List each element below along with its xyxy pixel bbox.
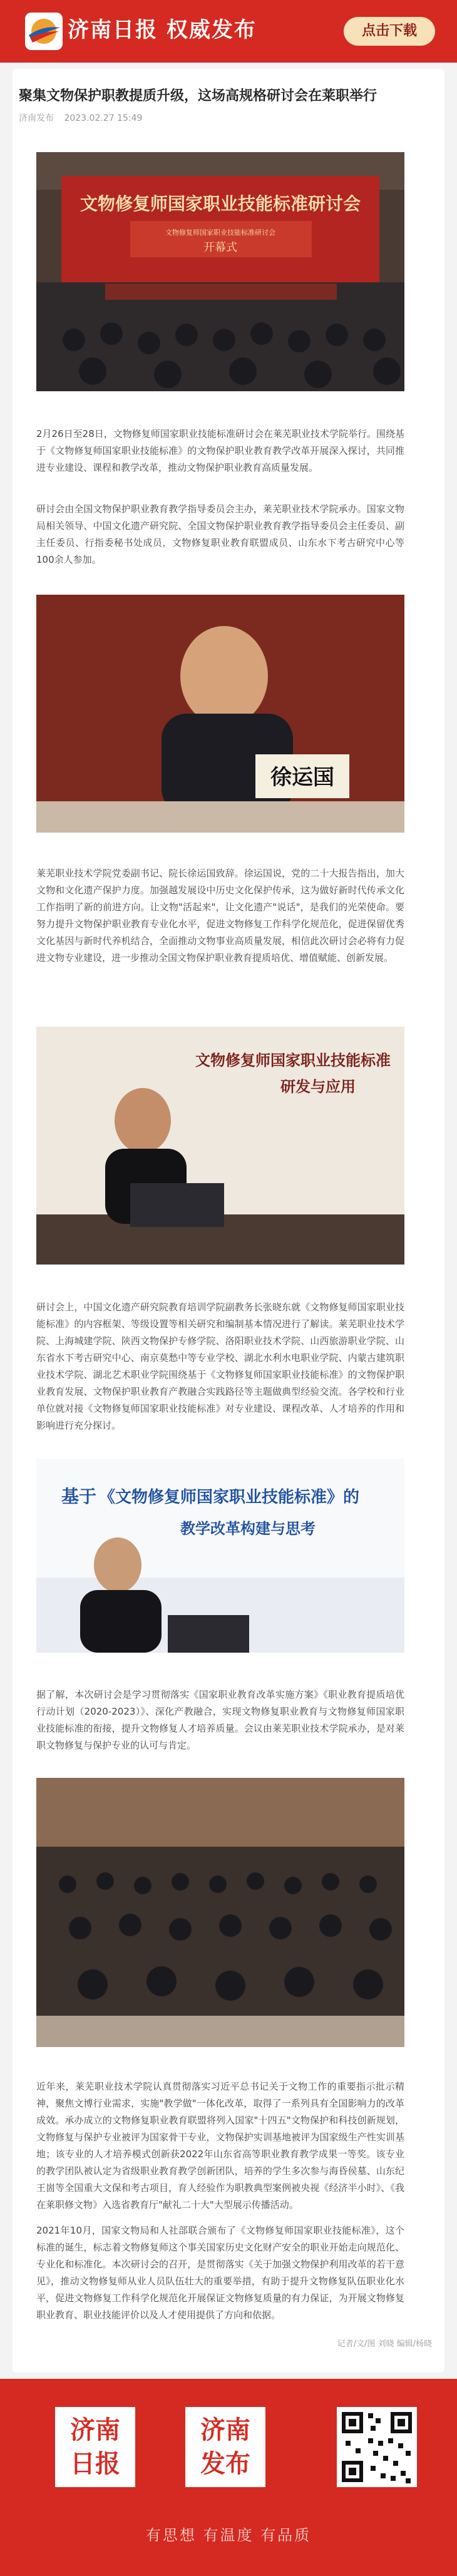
backdrop-line-2: 研发与应用 — [280, 1077, 356, 1096]
app-logo-icon — [25, 13, 63, 50]
qr-code-icon — [337, 2407, 417, 2487]
slide-title-part-1: 基于 — [61, 1486, 97, 1507]
paragraph-4: 研讨会上，中国文化遗产研究院教育培训学院副教务长张晓东就《文物修复师国家职业技能标准》的内容框架、等级设置等相关研究和编制基本情况进行了解读。莱芜职业技术学院、上海城建学院、陕西文物保护专修学院、洛阳职业技术学院、山西旅游职业学院、山东省水下考古研究中心、南京莫愁中等专业学校、湖北水利水电职业学院、内蒙古建筑职业技术学院、湖北艺术职业学院围绕基于《文物修复师国家职业技能标准》的文物保护职业教育发展、文物保护职业教育产教融合实践路径等主题做典型经验交流。各学校和行业单位就对接《文物修复师国家职业技能标准》对专业建设、课程改革、人才培养的作用和影响进行充分探讨。 — [36, 1301, 404, 1431]
paragraph-1: 2月26日至28日，文物修复师国家职业技能标准研讨会在莱芜职业技术学院举行。围绕基于《文物修复师国家职业技能标准》的文物保护职业教育教学改革开展深入探讨，共同推进专业建设、课程和教学改革，推动文物保护职业教育高质量发展。 — [36, 428, 404, 473]
photo-conference-hall — [36, 152, 404, 391]
footer-logo1-line2: 日报 — [70, 2449, 120, 2478]
footer-slogan: 有思想 有温度 有品质 — [145, 2527, 312, 2544]
footer-logo2-line1: 济南 — [200, 2415, 250, 2445]
footer-logo-jinan-daily — [55, 2407, 135, 2487]
banner-text: 文物修复师国家职业技能标准研讨会 — [80, 193, 361, 214]
paragraph-7: 2021年10月，国家文物局和人社部联合颁布了《文物修复师国家职业技能标准》，这个标准的诞生，标志着文物修复师这个事关国家历史文化财产安全的职业开始走向规范化、专业化和标准化。本次研讨会的召开，是贯彻落实《关于加强文物保护利用改革的若干意见》，推动文物修复师从业人员队伍壮大的重要举措，有助于提升文物修复队伍职业化水平，促进文物修复工作科学化规范化开展保证文物修复质量的有力保证，为开展文物修复职业教育、职业技能评价以及人才使用提供了方向和依据。 — [36, 2225, 404, 2321]
article-source: 济南发布 — [19, 113, 54, 123]
photo-speaker-nameplate — [36, 595, 404, 833]
slide-title-part-2: 《文物修复师国家职业技能标准》的 — [99, 1488, 360, 1507]
photo-speaker-laptop — [36, 1027, 404, 1265]
nameplate-text: 徐运国 — [270, 765, 334, 790]
footer-logo1-line1: 济南 — [70, 2415, 120, 2445]
banner-subtext: 文物修复师国家职业技能标准研讨会 — [165, 228, 275, 237]
top-banner — [0, 0, 457, 63]
opening-ceremony-label: 开幕式 — [203, 241, 237, 254]
slide-title-line-2: 教学改革构建与思考 — [180, 1520, 316, 1537]
article-title: 聚集文物保护职教提质升级，这场高规格研讨会在莱职举行 — [19, 88, 377, 104]
paragraph-6: 近年来，莱芜职业技术学院认真贯彻落实习近平总书记关于文物工作的重要指示批示精神，聚焦文博行业需求，实施"教学做"一体化改革，取得了一系列具有全国影响力的改革成效。承办成立的文物修复职业教育联盟将列入国家"十四五"文物保护和科技创新规划，文物修复与保护专业被评为国家骨干专业，文物保护实训基地被评为国家级生产性实训基地；该专业的人才培养模式创新获2022年山东省高等职业教育教学成果一等奖。该专业的教学团队被认定为省级职业教育教学创新团队，培养的学生多次参与海昏侯墓、山东纪王崮等全国重大文保和考古项目，育人经验作为职教典型案例被央视《经济半小时》、《我在莱职修文物》入选省教育厅"献礼二十大"大型展示传播活动。 — [36, 2081, 404, 2210]
article-caption: 记者/文/图 刘晓 编辑/杨晓 — [337, 2339, 432, 2349]
paragraph-3: 莱芜职业技术学院党委副书记、院长徐运国致辞。徐运国说，党的二十大报告指出，加大文物和文化遗产保护力度。加强越发展设中历史文化保护传承，这为做好新时代传承文化工作指明了新的前进方向。让文物"活起来"，让文化遗产"说话"，是我们的光荣使命。要努力提升文物保护职业教育专业化水平，促进文物修复工作科学化规范化，促进保留优秀文化基因与新时代养机结合，全面推动文物事业高质量发展，相信此次研讨会必将有力促进文物专业建设，进一步推动全国文物保护职业教育提质培优、增值赋能、创新发展。 — [36, 868, 404, 963]
download-button[interactable]: 点击下载 — [344, 17, 435, 46]
photo-audience — [36, 1778, 404, 2047]
backdrop-line-1: 文物修复师国家职业技能标准 — [195, 1051, 391, 1069]
paragraph-2: 研讨会由全国文物保护职业教育教学指导委员会主办，莱芜职业技术学院承办。国家文物局相关领导、中国文化遗产研究院、全国文物保护职业教育教学指导委员会主任委员、副主任委员、行指委秘书处成员，文物修复职业教育联盟成员、山东水下考古研究中心等100余人参加。 — [36, 503, 404, 565]
paragraph-5: 据了解，本次研讨会是学习贯彻落实《国家职业教育改革实施方案》《职业教育提质培优行动计划（2020-2023）》、深化产教融合，实现文物修复职业教育与文物修复师国家职业技能标准的衔接，提升文物修复人才培养质量。会议由莱芜职业技术学院承办，是对莱职文物修复与保护专业的认可与肯定。 — [36, 1689, 404, 1751]
footer-banner — [0, 2379, 457, 2576]
article-datetime: 2023.02.27 15:49 — [64, 113, 143, 123]
footer-logo2-line2: 发布 — [200, 2449, 250, 2478]
footer-logo-jinan-fabu — [185, 2407, 265, 2487]
brand-title: 济南日报 权威发布 — [68, 18, 257, 43]
photo-slide-presentation — [36, 1459, 404, 1653]
article-meta — [19, 111, 150, 124]
